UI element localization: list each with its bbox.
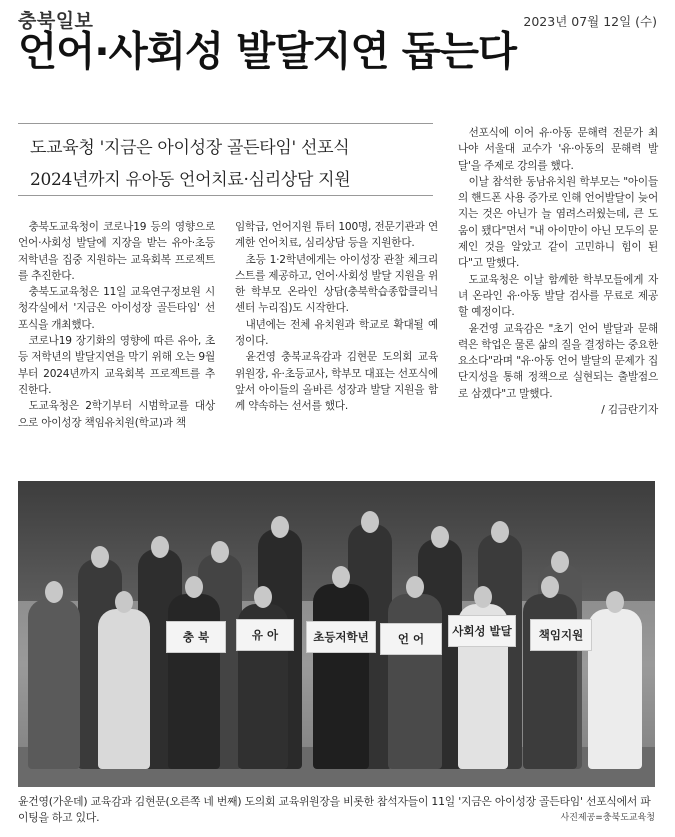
rule-bottom: [18, 195, 433, 196]
subhead-2: 2024년까지 유아동 언어치료·심리상담 지원: [30, 170, 351, 190]
photo-person: [28, 599, 80, 769]
photo-head: [211, 541, 229, 563]
rule-top: [18, 123, 433, 124]
photo-head: [151, 536, 169, 558]
photo-sign-yua: 유 아: [236, 619, 294, 651]
photo-head: [45, 581, 63, 603]
byline: / 김금란기자: [601, 404, 658, 417]
paragraph: 내년에는 전체 유치원과 학교로 확대될 예정이다.: [235, 318, 438, 348]
photo-head: [361, 511, 379, 533]
photo-caption: 윤건영(가운데) 교육감과 김현문(오른쪽 네 번째) 도의회 교육위원장을 비롯한 참석자들이 11일 '지금은 아이성장 골든타임' 선포식에서 파이팅을 하고 있다.: [18, 795, 651, 824]
photo-head: [91, 546, 109, 568]
photo-head: [431, 526, 449, 548]
article-column-3: [458, 125, 658, 418]
photo-head: [332, 566, 350, 588]
masthead: 충북일보: [18, 10, 94, 32]
paragraph: 충북도교육청은 11일 교육연구정보원 시청각실에서 '지금은 아이성장 골든타임' 선포식을 개최했다.: [18, 286, 215, 331]
subhead-1: 도교육청 '지금은 아이성장 골든타임' 선포식: [30, 138, 350, 158]
photo-person: [98, 609, 150, 769]
photo-sign-language: 언 어: [380, 623, 442, 655]
photo-person: [588, 609, 642, 769]
photo-sign-responsibility: 책임지원: [530, 619, 592, 651]
photo-head: [271, 516, 289, 538]
photo-head: [115, 591, 133, 613]
photo-head: [491, 521, 509, 543]
paragraph: 도교육청은 이날 함께한 학부모들에게 자녀 온라인 유·아동 발달 검사를 무료로 제공할 예정이다.: [458, 273, 658, 319]
paragraph: 초등 1·2학년에게는 아이성장 관찰 체크리스트를 제공하고, 언어·사회성 발달 지원을 위한 학부모 온라인 상담(충북학습종합클리닉센터 누리집)도 시작한다.: [235, 253, 438, 315]
paragraph: 선포식에 이어 유·아동 문해력 전문가 최나야 서울대 교수가 '유·아동의 문해력 발달'을 주제로 강의를 했다.: [458, 127, 658, 172]
photo-person: [313, 584, 369, 769]
photo-head: [606, 591, 624, 613]
photo-sign-elementary: 초등저학년: [306, 621, 376, 653]
article-column-2: [235, 219, 438, 415]
article-column-1: [18, 219, 215, 431]
photo-head: [406, 576, 424, 598]
paragraph: 이날 참석한 동남유치원 학부모는 "아이들의 핸드폰 사용 증가로 인해 언어발달이 늦어지는 것은 아닌가 늘 염려스러웠는데, 큰 도움이 됐다"면서 "내 아이만이 아닌 모두의 문제인 것을 알았고 같이 고민하니 힘이 된다"고 말했다.: [458, 175, 658, 270]
paragraph: 윤건영 교육감은 "초기 언어 발달과 문해력은 학업은 물론 삶의 질을 결정하는 중요한 요소다"라며 "유·아동 언어 발달의 문제가 집단지성을 통해 정책으로 실현되는 출발점으로 삼겠다"고 말했다.: [458, 322, 658, 400]
photo-head: [551, 551, 569, 573]
paragraph: 도교육청은 2학기부터 시범학교를 대상으로 아이성장 책임유치원(학교)과 책: [18, 400, 215, 429]
photo-sign-social: 사회성 발달: [448, 615, 516, 647]
photo-head: [541, 576, 559, 598]
headline: 언어·사회성 발달지연 돕는다: [18, 27, 517, 75]
photo-sign-chungbuk: 충 북: [166, 621, 226, 653]
photo-head: [254, 586, 272, 608]
photo-head: [185, 576, 203, 598]
photo-person: [388, 594, 442, 769]
paragraph: 임학급, 언어지원 튜터 100명, 전문기관과 연계한 언어치료, 심리상담 등을 지원한다.: [235, 221, 438, 250]
news-photo: [18, 481, 655, 787]
photo-credit: 사진제공=충북도교육청: [560, 813, 655, 823]
publication-date: 2023년 07월 12일 (수): [523, 14, 657, 29]
paragraph: 코로나19 장기화의 영향에 따른 유아, 초등 저학년의 발달지연을 막기 위해 오는 9월부터 2024년까지 교육회복 프로젝트를 추진한다.: [18, 335, 215, 396]
paragraph: 윤건영 충북교육감과 김현문 도의회 교육위원장, 유·초등교사, 학부모 대표는 선포식에 앞서 아이들의 올바른 성장과 발달 지원을 함께 약속하는 선서를 했다.: [235, 351, 438, 413]
photo-head: [474, 586, 492, 608]
paragraph: 충북도교육청이 코로나19 등의 영향으로 언어·사회성 발달에 지장을 받는 유아·초등 저학년을 집중 지원하는 교육회복 프로젝트를 추진한다.: [18, 221, 215, 282]
